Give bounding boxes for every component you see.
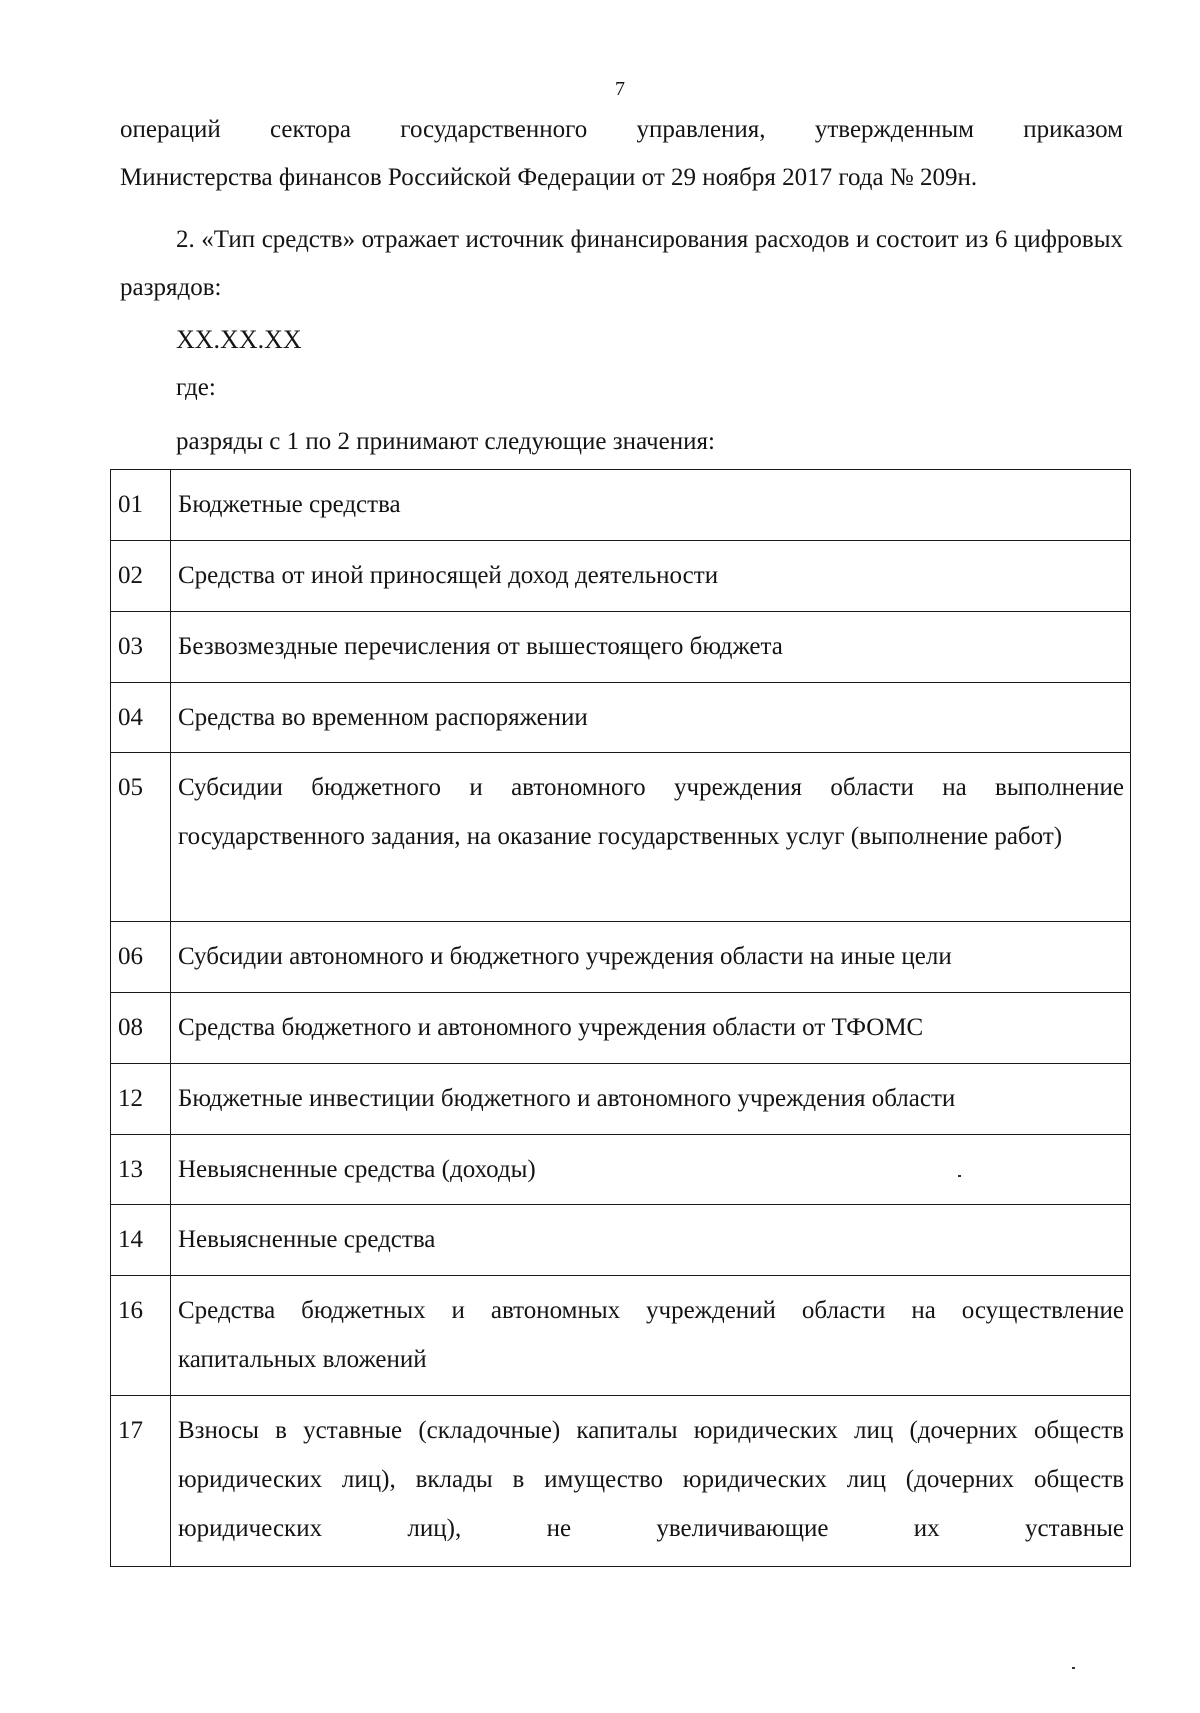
code-cell: 12 xyxy=(111,1064,171,1135)
table-row xyxy=(111,541,1131,612)
table-row xyxy=(111,1276,1131,1396)
code-cell: 16 xyxy=(111,1276,171,1396)
scan-speck xyxy=(1072,1667,1075,1669)
description-cell: Невыясненные средства xyxy=(171,1205,1131,1276)
code-cell: 05 xyxy=(111,753,171,922)
description-cell: Бюджетные инвестиции бюджетного и автономного учреждения области xyxy=(171,1064,1131,1135)
paragraph-continuation xyxy=(120,106,1123,202)
description-cell: Бюджетные средства xyxy=(171,470,1131,541)
code-cell: 13 xyxy=(111,1135,171,1205)
description-cell: Взносы в уставные (складочные) капиталы юридических лиц (дочерних обществ юридических лиц), вклады в имущество юридических лиц (дочерних обществ юридических лиц), не увеличивающие их уставные xyxy=(171,1396,1131,1567)
table-row xyxy=(111,1135,1131,1205)
code-cell: 04 xyxy=(111,683,171,753)
where-label: где: xyxy=(176,374,216,401)
description-cell: Безвозмездные перечисления от вышестоящего бюджета xyxy=(171,612,1131,683)
table-row xyxy=(111,1205,1131,1276)
code-cell: 03 xyxy=(111,612,171,683)
page-number: 7 xyxy=(615,78,625,100)
paragraph-line: операций сектора государственного управления, утвержденным приказом xyxy=(120,116,1123,143)
table-row xyxy=(111,612,1131,683)
table-row xyxy=(111,922,1131,993)
code-cell: 08 xyxy=(111,993,171,1064)
description-cell: Субсидии автономного и бюджетного учреждения области на иные цели xyxy=(171,922,1131,993)
description-cell: Средства бюджетных и автономных учреждений области на осуществление капитальных вложений xyxy=(171,1276,1131,1396)
table-row xyxy=(111,683,1131,753)
description-cell: Невыясненные средства (доходы) xyxy=(171,1135,1131,1205)
description-cell: Средства бюджетного и автономного учреждения области от ТФОМС xyxy=(171,993,1131,1064)
scan-speck xyxy=(958,1175,961,1177)
table-row xyxy=(111,1396,1131,1567)
paragraph-funds-type: 2. «Тип средств» отражает источник финансирования расходов и состоит из 6 цифровых разрядов: xyxy=(120,226,1123,301)
digits-intro: разряды с 1 по 2 принимают следующие значения: xyxy=(176,428,715,455)
funds-type-table xyxy=(110,469,1131,1567)
table-row xyxy=(111,1064,1131,1135)
code-cell: 02 xyxy=(111,541,171,612)
description-cell: Средства во временном распоряжении xyxy=(171,683,1131,753)
format-code: XX.XX.XX xyxy=(176,325,302,354)
table-row xyxy=(111,753,1131,922)
code-cell: 06 xyxy=(111,922,171,993)
code-cell: 01 xyxy=(111,470,171,541)
table-row xyxy=(111,470,1131,541)
code-cell: 14 xyxy=(111,1205,171,1276)
code-cell: 17 xyxy=(111,1396,171,1567)
table-row xyxy=(111,993,1131,1064)
description-cell: Субсидии бюджетного и автономного учреждения области на выполнение государственного задания, на оказание государственных услуг (выполнение работ) xyxy=(171,753,1131,922)
description-cell: Средства от иной приносящей доход деятельности xyxy=(171,541,1131,612)
paragraph-line: Министерства финансов Российской Федерации от 29 ноября 2017 года № 209н. xyxy=(120,164,978,191)
